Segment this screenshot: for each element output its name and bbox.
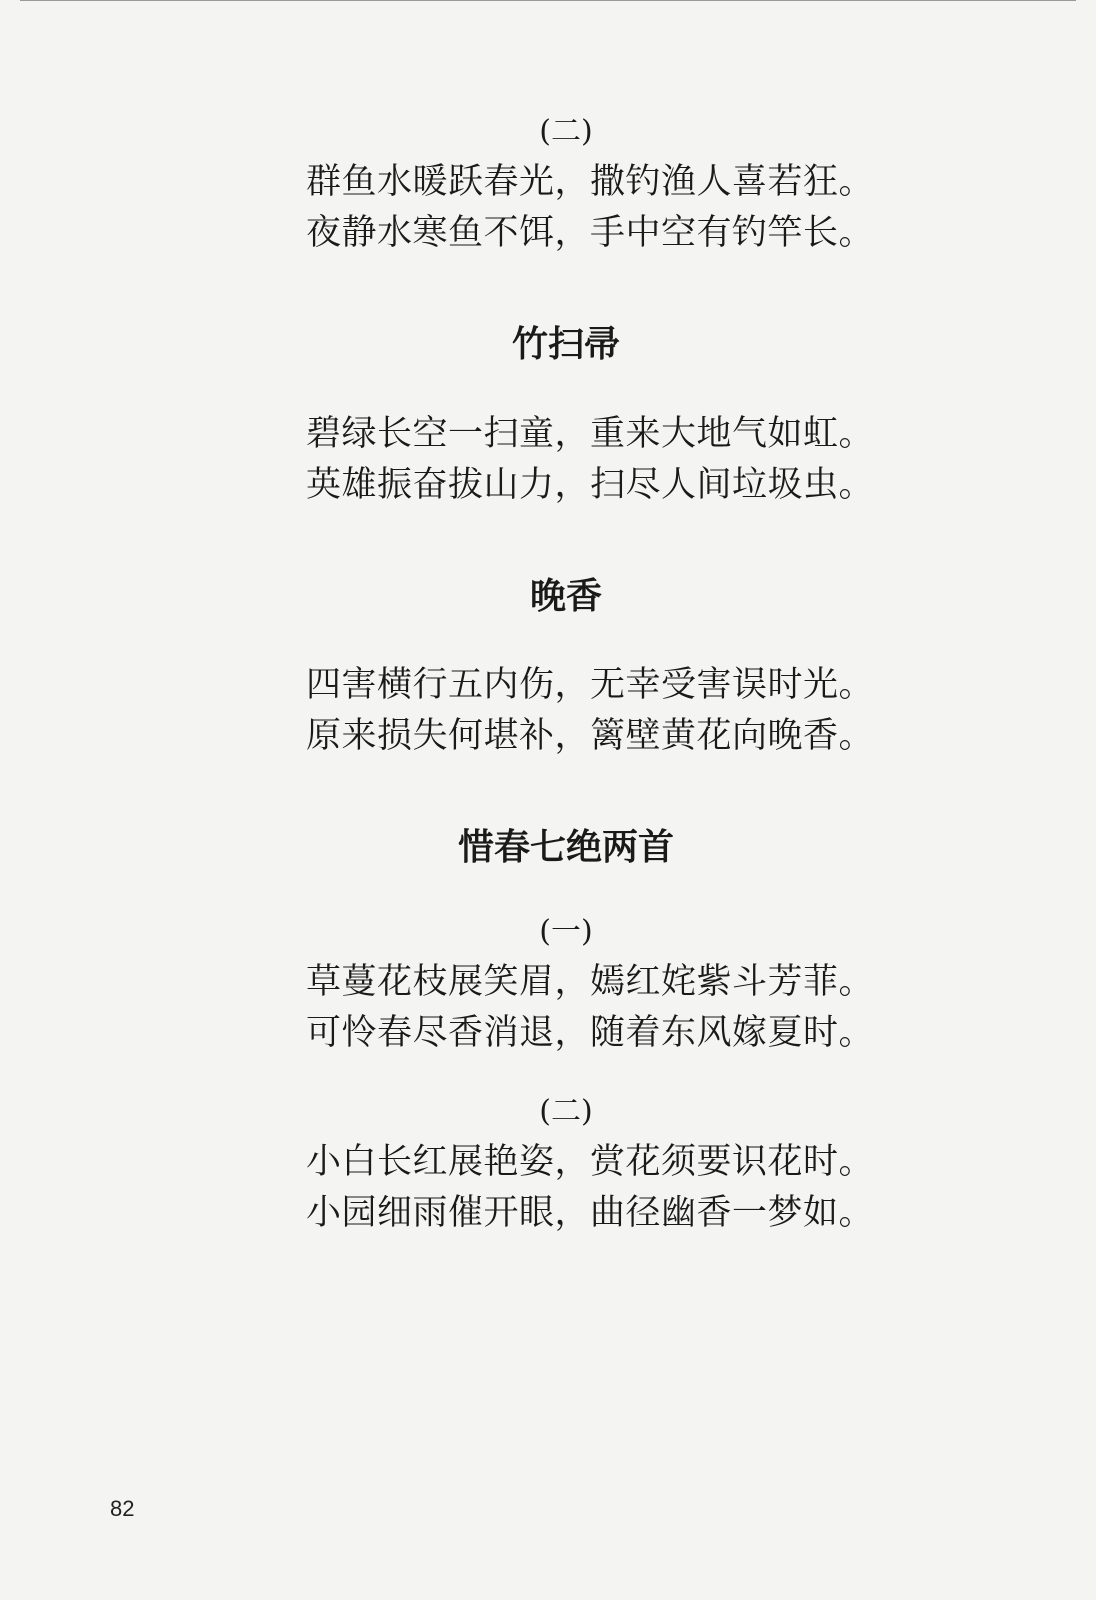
poem-line: 小白长红展艳姿，赏花须要识花时。 — [306, 1142, 875, 1182]
poem-line: 夜静水寒鱼不饵，手中空有钓竿长。 — [306, 213, 875, 253]
poem-line: 群鱼水暖跃春光，撒钓渔人喜若狂。 — [306, 162, 875, 202]
page-top-edge — [20, 0, 1076, 1]
poem-part-number: (二) — [539, 114, 593, 149]
poem-part-number: (二) — [539, 1094, 593, 1129]
poem-title: 惜春七绝两首 — [457, 827, 674, 868]
poem-line: 英雄振奋拔山力，扫尽人间垃圾虫。 — [306, 465, 875, 505]
poem-line: 四害横行五内伤，无幸受害误时光。 — [306, 665, 875, 705]
poem-line: 小园细雨催开眼，曲径幽香一梦如。 — [306, 1193, 875, 1233]
poem-title: 竹扫帚 — [511, 324, 620, 365]
poem-line: 原来损失何堪补，篱壁黄花向晚香。 — [306, 716, 875, 756]
poem-title: 晚香 — [529, 576, 602, 617]
page-number: 82 — [110, 1496, 135, 1521]
poem-line: 可怜春尽香消退，随着东风嫁夏时。 — [306, 1013, 875, 1053]
poem-part-number: (一) — [539, 914, 593, 949]
poem-line: 碧绿长空一扫童，重来大地气如虹。 — [306, 414, 875, 454]
poem-line: 草蔓花枝展笑眉，嫣红姹紫斗芳菲。 — [306, 962, 875, 1002]
